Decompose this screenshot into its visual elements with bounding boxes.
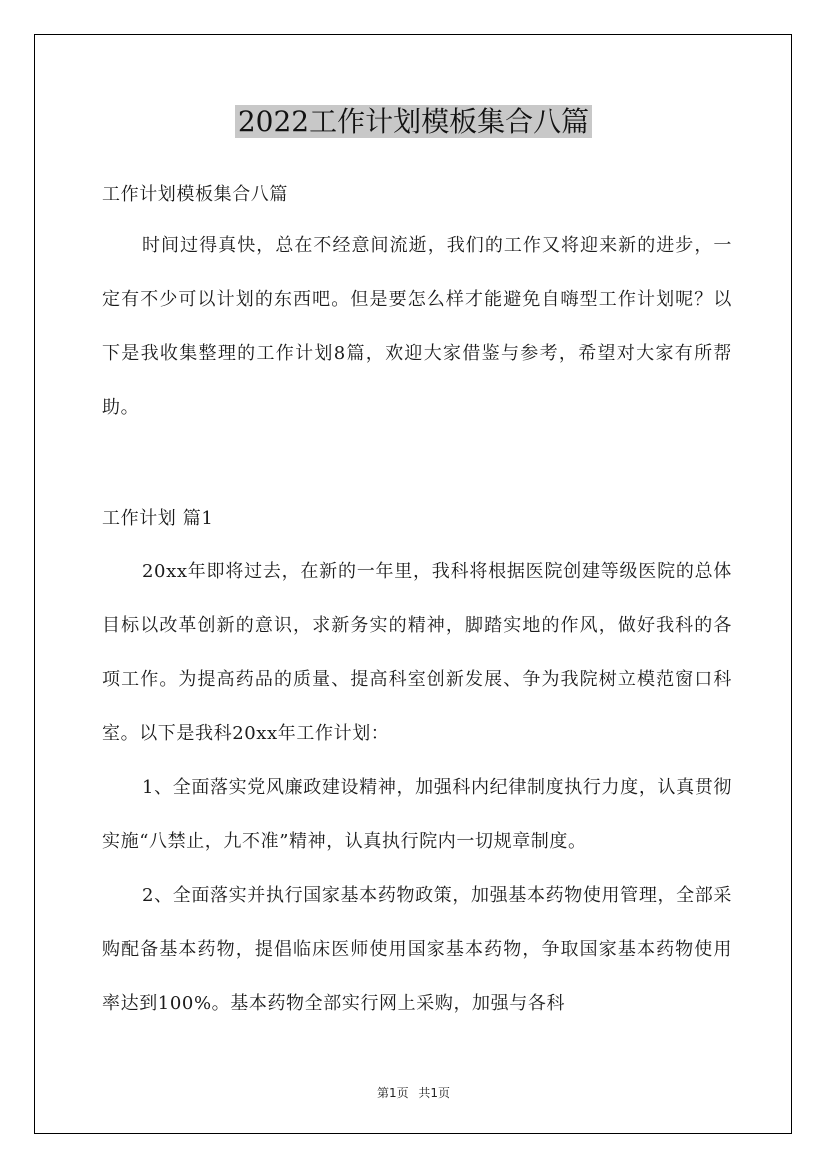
section-1-item-2: 2、全面落实并执行国家基本药物政策，加强基本药物使用管理，全部采购配备基本药物，提倡临床医师使用国家基本药物，争取国家基本药物使用率达到100%。基本药物全部实行网上采购，加强与各科: [102, 885, 732, 1014]
section-1-heading: 工作计划 篇1: [102, 508, 214, 529]
document-subtitle: 工作计划模板集合八篇: [102, 184, 288, 205]
page-footer: [0, 1084, 827, 1101]
section-1-item-1: 1、全面落实党风廉政建设精神，加强科内纪律制度执行力度，认真贯彻实施“八禁止，九不准”精神，认真执行院内一切规章制度。: [102, 777, 732, 852]
section-1-paragraph: 20xx年即将过去，在新的一年里，我科将根据医院创建等级医院的总体目标以改革创新的意识，求新务实的精神，脚踏实地的作风，做好我科的各项工作。为提高药品的质量、提高科室创新发展、争为我院树立模范窗口科室。以下是我科20xx年工作计划：: [102, 561, 732, 744]
page-total: 共1页: [418, 1086, 451, 1100]
intro-paragraph: 时间过得真快，总在不经意间流逝，我们的工作又将迎来新的进步，一定有不少可以计划的东西吧。但是要怎么样才能避免自嗨型工作计划呢？以下是我收集整理的工作计划8篇，欢迎大家借鉴与参考，希望对大家有所帮助。: [102, 235, 732, 418]
document-title-text: 2022工作计划模板集合八篇: [235, 105, 592, 138]
document-title: [0, 100, 827, 144]
page-number: 第1页: [376, 1086, 409, 1100]
